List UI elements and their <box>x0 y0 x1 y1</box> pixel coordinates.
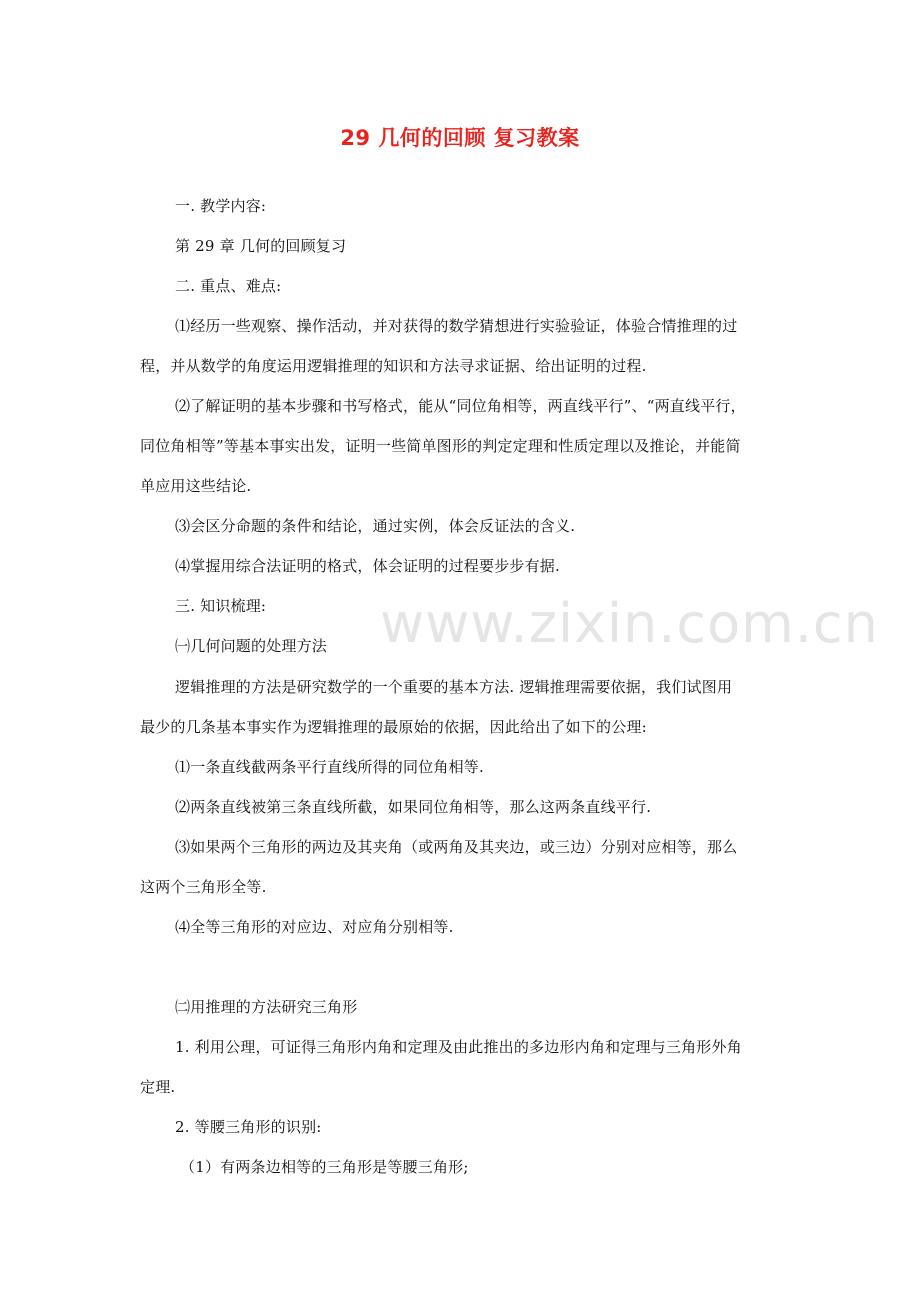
paragraph-line: （1）有两条边相等的三角形是等腰三角形; <box>180 1158 469 1176</box>
paragraph-line: 这两个三角形全等. <box>140 878 267 896</box>
paragraph-line: ⑴一条直线截两条平行直线所得的同位角相等. <box>175 758 484 776</box>
watermark: www.zixin.com.cn <box>380 592 879 655</box>
subsection-heading-2: ㈡用推理的方法研究三角形 <box>175 998 358 1016</box>
paragraph-line: 1. 利用公理，可证得三角形内角和定理及由此推出的多边形内角和定理与三角形外角 <box>175 1038 742 1056</box>
paragraph-line: ⑷掌握用综合法证明的格式，体会证明的过程要步步有据. <box>175 557 560 575</box>
paragraph-line: 同位角相等”等基本事实出发，证明一些简单图形的判定定理和性质定理以及推论，并能简 <box>140 437 741 455</box>
paragraph-line: ⑴经历一些观察、操作活动，并对获得的数学猜想进行实验验证，体验合情推理的过 <box>175 317 738 335</box>
paragraph-line: 2. 等腰三角形的识别: <box>175 1118 322 1136</box>
paragraph-line: ⑵两条直线被第三条直线所截，如果同位角相等，那么这两条直线平行. <box>175 798 652 816</box>
section-heading-3: 三. 知识梳理: <box>175 597 267 615</box>
paragraph-line: 逻辑推理的方法是研究数学的一个重要的基本方法. 逻辑推理需要依据，我们试图用 <box>175 678 733 696</box>
paragraph-line: ⑶如果两个三角形的两边及其夹角（或两角及其夹边，或三边）分别对应相等，那么 <box>175 838 738 856</box>
paragraph-line: ⑷全等三角形的对应边、对应角分别相等. <box>175 918 454 936</box>
paragraph-line: ⑵了解证明的基本步骤和书写格式，能从“同位角相等，两直线平行”、“两直线平行， <box>175 397 746 415</box>
paragraph-line: 单应用这些结论. <box>140 477 252 495</box>
document-title: 29 几何的回顾 复习教案 <box>340 126 580 150</box>
paragraph-line: 最少的几条基本事实作为逻辑推理的最原始的依据，因此给出了如下的公理: <box>140 718 647 736</box>
section-heading-1: 一. 教学内容: <box>175 197 267 215</box>
paragraph-line: 程，并从数学的角度运用逻辑推理的知识和方法寻求证据、给出证明的过程. <box>140 357 647 375</box>
section-heading-2: 二. 重点、难点: <box>175 277 282 295</box>
paragraph-line: 第 29 章 几何的回顾复习 <box>175 237 347 255</box>
paragraph-line: ⑶会区分命题的条件和结论，通过实例，体会反证法的含义. <box>175 517 576 535</box>
subsection-heading-1: ㈠几何问题的处理方法 <box>175 637 328 655</box>
paragraph-line: 定理. <box>140 1078 176 1096</box>
